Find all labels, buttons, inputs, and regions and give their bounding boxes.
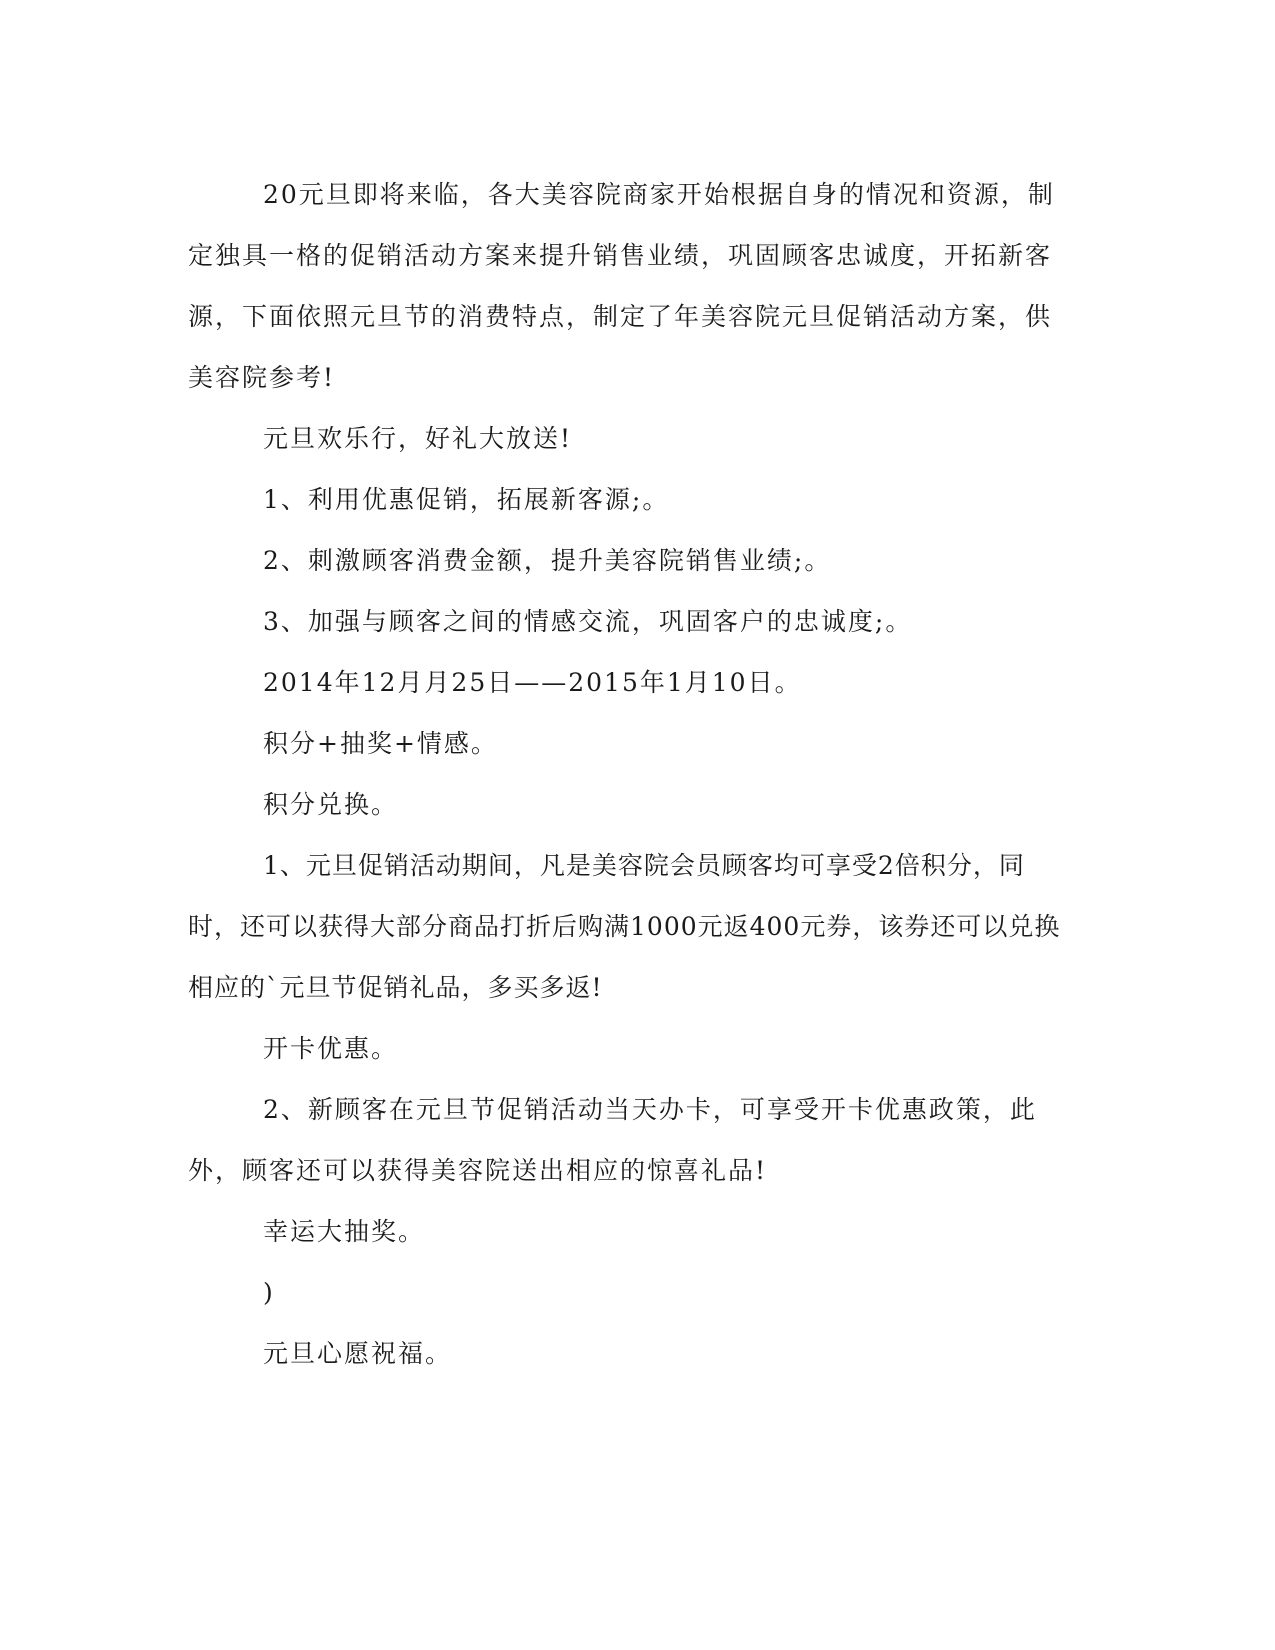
- points-paragraph: 1、元旦促销活动期间，凡是美容院会员顾客均可享受2倍积分，同时，还可以获得大部分商品打折后购满1000元返400元券，该券还可以兑换相应的`元旦节促销礼品，多买多返!: [188, 851, 1061, 1002]
- section-heading-points: 积分兑换。: [263, 790, 399, 819]
- intro-paragraph: 20元旦即将来临，各大美容院商家开始根据自身的情况和资源，制定独具一格的促销活动方案来提升销售业绩，巩固顾客忠诚度，开拓新客源，下面依照元旦节的消费特点，制定了年美容院元旦促销活动方案，供美容院参考!: [188, 180, 1055, 392]
- goal-item-2: 2、刺激顾客消费金额，提升美容院销售业绩;。: [263, 546, 832, 575]
- goal-item-1: 1、利用优惠促销，拓展新客源;。: [263, 485, 670, 514]
- stray-parenthesis-line: ): [263, 1278, 275, 1307]
- activity-formula-line: 积分+抽奖+情感。: [263, 729, 498, 758]
- section-heading-card: 开卡优惠。: [263, 1034, 399, 1063]
- section-heading-wishes: 元旦心愿祝福。: [263, 1339, 453, 1368]
- document-body: [188, 164, 1068, 1384]
- theme-line: 元旦欢乐行，好礼大放送!: [263, 424, 573, 453]
- goal-item-3: 3、加强与顾客之间的情感交流，巩固客户的忠诚度;。: [263, 607, 913, 636]
- card-paragraph: 2、新顾客在元旦节促销活动当天办卡，可享受开卡优惠政策，此外，顾客还可以获得美容院送出相应的惊喜礼品!: [188, 1095, 1037, 1185]
- date-range-line: 2014年12月月25日——2015年1月10日。: [263, 668, 802, 697]
- section-heading-lottery: 幸运大抽奖。: [263, 1217, 426, 1246]
